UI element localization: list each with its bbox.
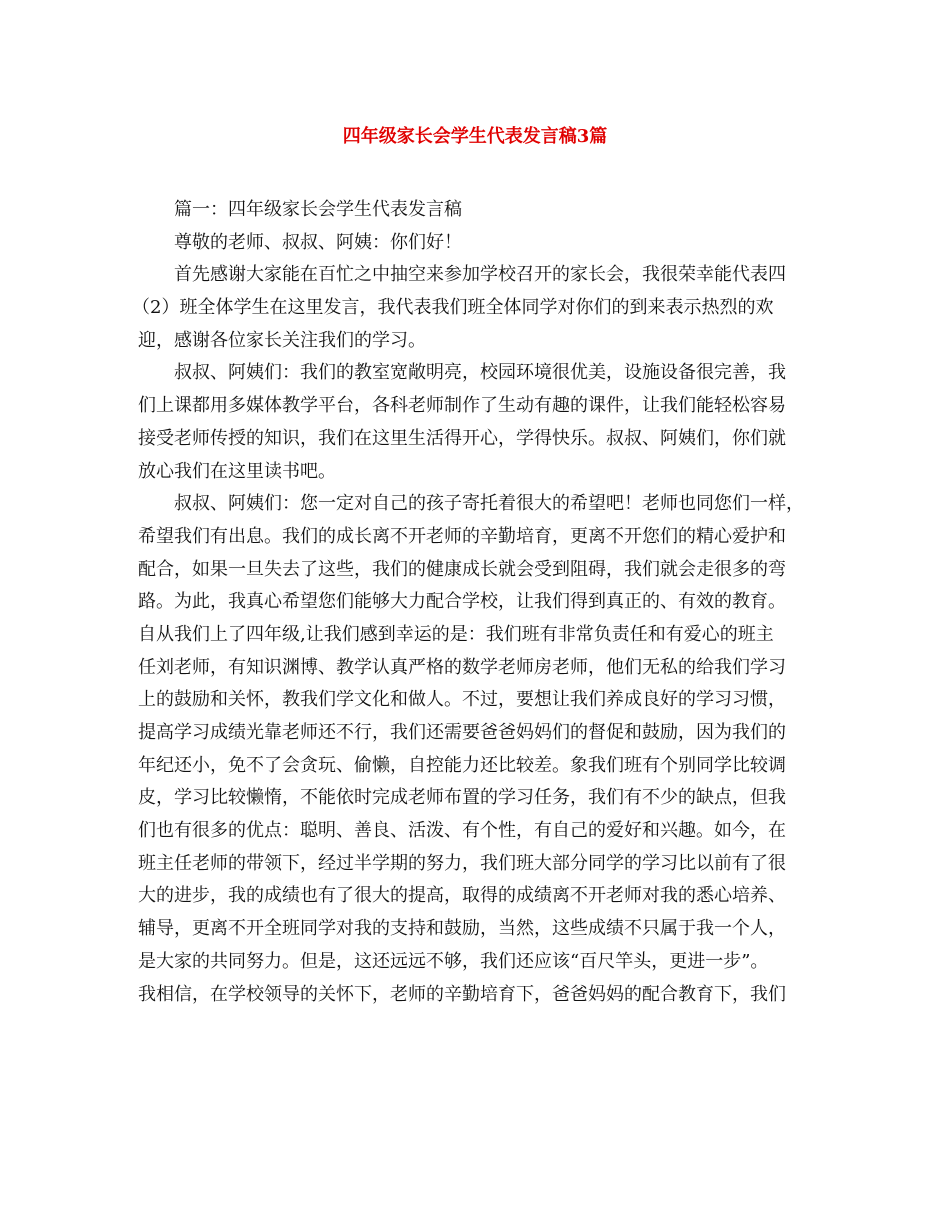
text-line: 辅导，更离不开全班同学对我的支持和鼓励，当然，这些成绩不只属于我一个人， [138,918,786,940]
text-line: 任刘老师，有知识渊博、教学认真严格的数学老师房老师，他们无私的给我们学习 [138,656,786,678]
document-body [132,194,818,1011]
text-line: 首先感谢大家能在百忙之中抽空来参加学校召开的家长会，我很荣幸能代表四 [174,264,786,286]
text-line: 叔叔、阿姨们：我们的教室宽敞明亮，校园环境很优美，设施设备很完善，我 [174,362,786,384]
text-line: 们上课都用多媒体教学平台，各科老师制作了生动有趣的课件，让我们能轻松容易 [138,395,786,417]
text-line: 是大家的共同努力。但是，这还远远不够，我们还应该“百尺竿头，更进一步”。 [138,950,769,972]
text-line: 希望我们有出息。我们的成长离不开老师的辛勤培育，更离不开您们的精心爱护和 [138,525,786,547]
text-line: 篇一：四年级家长会学生代表发言稿 [174,199,462,220]
text-line: 叔叔、阿姨们：您一定对自己的孩子寄托着很大的希望吧！老师也同您们一样， [174,493,804,515]
text-line: （2）班全体学生在这里发言，我代表我们班全体同学对你们的到来表示热烈的欢 [132,297,774,319]
text-line: 尊敬的老师、叔叔、阿姨：你们好！ [174,231,462,253]
text-line: 放心我们在这里读书吧。 [138,460,336,482]
text-line: 接受老师传授的知识，我们在这里生活得开心，学得快乐。叔叔、阿姨们，你们就 [138,427,786,449]
text-line: 班主任老师的带领下，经过半学期的努力，我们班大部分同学的学习比以前有了很 [138,852,786,874]
text-line: 大的进步，我的成绩也有了很大的提高，取得的成绩离不开老师对我的悉心培养、 [138,885,786,907]
text-line: 我相信，在学校领导的关怀下，老师的辛勤培育下，爸爸妈妈的配合教育下，我们 [138,983,786,1005]
text-line: 皮，学习比较懒惰，不能依时完成老师布置的学习任务，我们有不少的缺点，但我 [138,787,786,809]
text-line: 自从我们上了四年级,让我们感到幸运的是：我们班有非常负责任和有爱心的班主 [138,623,774,645]
text-line: 年纪还小，免不了会贪玩、偷懒，自控能力还比较差。象我们班有个别同学比较调 [138,754,786,776]
text-line: 提高学习成绩光靠老师还不行，我们还需要爸爸妈妈们的督促和鼓励，因为我们的 [138,722,786,743]
text-line: 上的鼓励和关怀，教我们学文化和做人。不过，要想让我们养成良好的学习习惯， [138,689,786,711]
text-line: 迎，感谢各位家长关注我们的学习。 [138,329,426,351]
text-line: 们也有很多的优点：聪明、善良、活泼、有个性，有自己的爱好和兴趣。如今，在 [138,820,786,842]
document-title: 四年级家长会学生代表发言稿3篇 [342,126,608,147]
text-line: 配合，如果一旦失去了这些，我们的健康成长就会受到阻碍，我们就会走很多的弯 [138,558,786,580]
text-line: 路。为此，我真心希望您们能够大力配合学校，让我们得到真正的、有效的教育。 [138,591,786,613]
